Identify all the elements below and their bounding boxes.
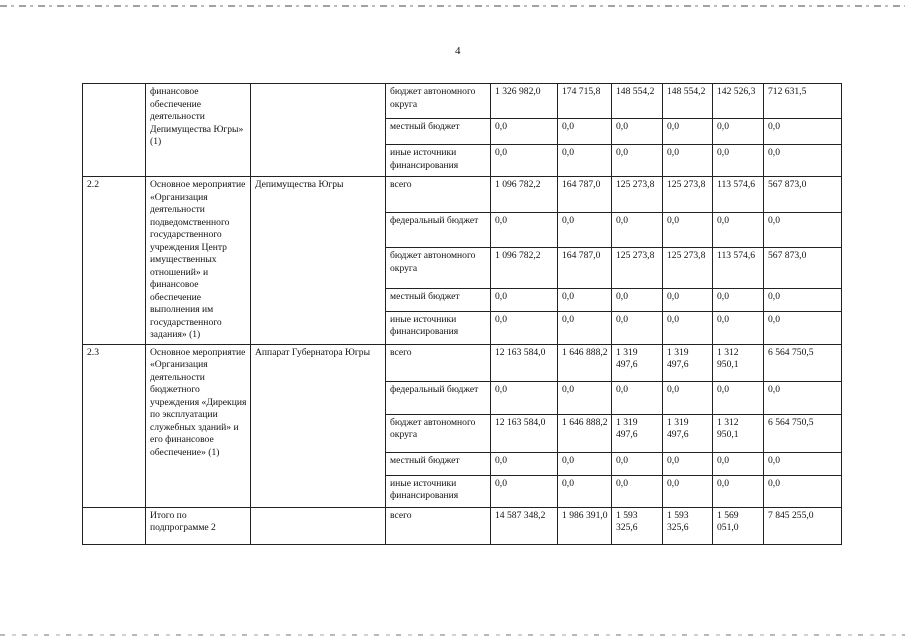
amount-cell: 0,0 (713, 452, 764, 475)
funding-source-cell: местный бюджет (386, 288, 491, 311)
amount-cell: 0,0 (663, 381, 713, 414)
amount-cell: 148 554,2 (663, 84, 713, 119)
amount-cell: 0,0 (713, 475, 764, 507)
amount-cell: 125 273,8 (663, 177, 713, 213)
activity-name-cell: Итого по подпрограмме 2 (146, 507, 251, 544)
funding-source-cell: федеральный бюджет (386, 381, 491, 414)
funding-source-cell: иные источники финансирования (386, 311, 491, 344)
budget-table (82, 83, 842, 545)
amount-cell: 0,0 (713, 119, 764, 145)
amount-cell: 0,0 (713, 381, 764, 414)
row-number-cell: 2.3 (83, 344, 146, 507)
page-number: 4 (455, 45, 461, 57)
amount-cell: 164 787,0 (558, 248, 612, 289)
funding-source-cell: иные источники финансирования (386, 145, 491, 177)
executor-cell (251, 507, 386, 544)
activity-name-cell: финансовое обеспечение деятельности Депимущества Югры» (1) (146, 84, 251, 177)
amount-cell: 0,0 (663, 119, 713, 145)
scan-edge-bottom (0, 634, 905, 636)
amount-cell: 567 873,0 (764, 248, 842, 289)
amount-cell: 0,0 (764, 452, 842, 475)
amount-cell: 113 574,6 (713, 177, 764, 213)
executor-cell (251, 84, 386, 177)
scan-edge-top (0, 5, 905, 7)
activity-name-cell: Основное мероприятие «Организация деятельности бюджетного учреждения «Дирекция по эксплуатации служебных зданий» и его финансовое обеспечение» (1) (146, 344, 251, 507)
amount-cell: 0,0 (764, 145, 842, 177)
amount-cell: 1 319 497,6 (612, 344, 663, 381)
amount-cell: 0,0 (558, 381, 612, 414)
amount-cell: 0,0 (612, 381, 663, 414)
amount-cell: 1 326 982,0 (491, 84, 558, 119)
amount-cell: 0,0 (663, 145, 713, 177)
amount-cell: 0,0 (612, 212, 663, 248)
funding-source-cell: бюджет автономного округа (386, 248, 491, 289)
amount-cell: 0,0 (663, 475, 713, 507)
amount-cell: 0,0 (663, 288, 713, 311)
amount-cell: 148 554,2 (612, 84, 663, 119)
amount-cell: 0,0 (558, 119, 612, 145)
amount-cell: 0,0 (612, 452, 663, 475)
amount-cell: 0,0 (764, 212, 842, 248)
amount-cell: 0,0 (612, 288, 663, 311)
amount-cell: 0,0 (558, 475, 612, 507)
amount-cell: 1 319 497,6 (663, 414, 713, 452)
amount-cell: 113 574,6 (713, 248, 764, 289)
amount-cell: 0,0 (764, 475, 842, 507)
amount-cell: 0,0 (713, 212, 764, 248)
funding-source-cell: бюджет автономного округа (386, 414, 491, 452)
table-row (83, 344, 842, 381)
funding-source-cell: всего (386, 177, 491, 213)
funding-source-cell: всего (386, 344, 491, 381)
amount-cell: 712 631,5 (764, 84, 842, 119)
amount-cell: 0,0 (491, 119, 558, 145)
amount-cell: 0,0 (713, 145, 764, 177)
amount-cell: 0,0 (713, 311, 764, 344)
amount-cell: 0,0 (612, 119, 663, 145)
table-row (83, 177, 842, 213)
amount-cell: 1 319 497,6 (663, 344, 713, 381)
amount-cell: 1 312 950,1 (713, 414, 764, 452)
amount-cell: 6 564 750,5 (764, 344, 842, 381)
amount-cell: 1 593 325,6 (663, 507, 713, 544)
row-number-cell (83, 84, 146, 177)
funding-source-cell: местный бюджет (386, 119, 491, 145)
amount-cell: 1 646 888,2 (558, 414, 612, 452)
amount-cell: 0,0 (713, 288, 764, 311)
funding-source-cell: иные источники финансирования (386, 475, 491, 507)
funding-source-cell: бюджет автономного округа (386, 84, 491, 119)
table-row (83, 84, 842, 119)
amount-cell: 0,0 (558, 311, 612, 344)
amount-cell: 0,0 (558, 212, 612, 248)
funding-source-cell: федеральный бюджет (386, 212, 491, 248)
amount-cell: 1 312 950,1 (713, 344, 764, 381)
amount-cell: 0,0 (491, 452, 558, 475)
amount-cell: 1 319 497,6 (612, 414, 663, 452)
amount-cell: 7 845 255,0 (764, 507, 842, 544)
amount-cell: 0,0 (491, 145, 558, 177)
row-number-cell: 2.2 (83, 177, 146, 345)
amount-cell: 6 564 750,5 (764, 414, 842, 452)
amount-cell: 0,0 (558, 145, 612, 177)
amount-cell: 1 986 391,0 (558, 507, 612, 544)
row-number-cell (83, 507, 146, 544)
amount-cell: 125 273,8 (663, 248, 713, 289)
amount-cell: 567 873,0 (764, 177, 842, 213)
amount-cell: 1 593 325,6 (612, 507, 663, 544)
amount-cell: 0,0 (491, 381, 558, 414)
amount-cell: 125 273,8 (612, 177, 663, 213)
amount-cell: 0,0 (663, 212, 713, 248)
executor-cell: Аппарат Губернатора Югры (251, 344, 386, 507)
table-row (83, 507, 842, 544)
amount-cell: 0,0 (764, 311, 842, 344)
amount-cell: 164 787,0 (558, 177, 612, 213)
amount-cell: 142 526,3 (713, 84, 764, 119)
amount-cell: 1 646 888,2 (558, 344, 612, 381)
amount-cell: 0,0 (612, 311, 663, 344)
amount-cell: 0,0 (612, 145, 663, 177)
amount-cell: 0,0 (491, 475, 558, 507)
amount-cell: 12 163 584,0 (491, 344, 558, 381)
amount-cell: 0,0 (663, 311, 713, 344)
funding-source-cell: всего (386, 507, 491, 544)
amount-cell: 0,0 (764, 288, 842, 311)
funding-source-cell: местный бюджет (386, 452, 491, 475)
amount-cell: 0,0 (764, 381, 842, 414)
executor-cell: Депимущества Югры (251, 177, 386, 345)
amount-cell: 0,0 (491, 212, 558, 248)
amount-cell: 0,0 (491, 288, 558, 311)
amount-cell: 0,0 (663, 452, 713, 475)
amount-cell: 14 587 348,2 (491, 507, 558, 544)
amount-cell: 0,0 (491, 311, 558, 344)
amount-cell: 0,0 (558, 288, 612, 311)
amount-cell: 12 163 584,0 (491, 414, 558, 452)
amount-cell: 125 273,8 (612, 248, 663, 289)
amount-cell: 0,0 (764, 119, 842, 145)
amount-cell: 1 096 782,2 (491, 248, 558, 289)
amount-cell: 1 096 782,2 (491, 177, 558, 213)
amount-cell: 1 569 051,0 (713, 507, 764, 544)
amount-cell: 0,0 (558, 452, 612, 475)
activity-name-cell: Основное мероприятие «Организация деятельности подведомственного государственного учреждения Центр имущественных отношений» и финансовое обеспечение выполнения им государственного задания» (1) (146, 177, 251, 345)
amount-cell: 174 715,8 (558, 84, 612, 119)
amount-cell: 0,0 (612, 475, 663, 507)
